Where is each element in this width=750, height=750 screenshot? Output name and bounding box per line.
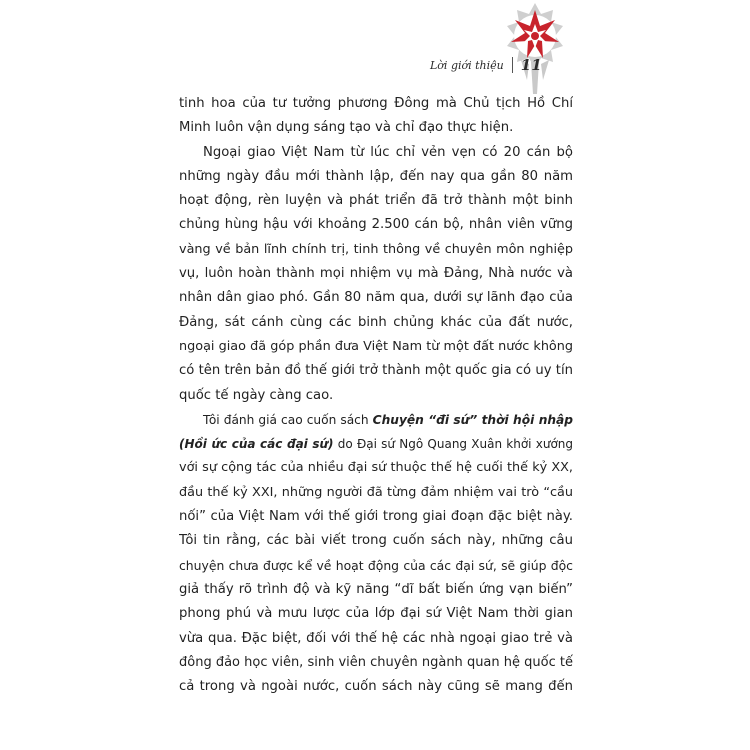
- text-line: phong phú và mưu lược của lớp đại sứ Việt Nam thời gian: [179, 606, 573, 622]
- text-line: vụ, luôn hoàn thành mọi nhiệm vụ mà Đảng, Nhà nước và: [179, 266, 573, 282]
- text-line: Ngoại giao Việt Nam từ lúc chỉ vẻn vẹn có 20 cán bộ: [203, 144, 573, 160]
- text-line: quốc tế ngày càng cao.: [179, 387, 334, 403]
- red-star-ornament-icon: [495, 0, 575, 95]
- text-line: giả thấy rõ trình độ và kỹ năng “dĩ bất biến ứng vạn biến”: [179, 581, 573, 597]
- text-line: đông đảo học viên, sinh viên chuyên ngành quan hệ quốc tế: [179, 654, 573, 670]
- text-line: có tên trên bản đồ thế giới trở thành một quốc gia có uy tín: [179, 363, 573, 379]
- text-line: cả trong và ngoài nước, cuốn sách này cũng sẽ mang đến: [179, 679, 573, 695]
- running-header: [430, 53, 542, 77]
- text-line: nối” của Việt Nam với thế giới trong giai đoạn đặc biệt này.: [179, 509, 573, 525]
- text-line: (Hồi ức của các đại sứ) do Đại sứ Ngô Quang Xuân khởi xướng: [179, 437, 573, 452]
- page-number: 11: [512, 57, 542, 73]
- text-line: ngoại giao đã góp phần đưa Việt Nam từ một đất nước không: [179, 338, 573, 354]
- text-line: chủng hùng hậu với khoảng 2.500 cán bộ, nhân viên vững: [179, 217, 573, 233]
- body-text: [179, 92, 573, 699]
- text-line: với sự cộng tác của nhiều đại sứ thuộc thế hệ cuối thế kỷ XX,: [179, 460, 573, 476]
- book-title-emphasis: Chuyện “đi sứ” thời hội nhập: [372, 412, 573, 427]
- text-line: hoạt động, rèn luyện và phát triển đã trở thành một binh: [179, 193, 573, 209]
- text-line: tinh hoa của tư tưởng phương Đông mà Chủ tịch Hồ Chí: [179, 96, 573, 111]
- section-title: Lời giới thiệu: [430, 58, 504, 72]
- text-line: vừa qua. Đặc biệt, đối với thế hệ các nhà ngoại giao trẻ và: [179, 630, 573, 646]
- text-line: vàng về bản lĩnh chính trị, tinh thông về chuyên môn nghiệp: [179, 241, 573, 257]
- text-line: những ngày đầu mới thành lập, đến nay qua gần 80 năm: [179, 168, 573, 184]
- text-line: nhân dân giao phó. Gần 80 năm qua, dưới sự lãnh đạo của: [179, 290, 573, 306]
- text-line: chuyện chưa được kể về hoạt động của các đại sứ, sẽ giúp độc: [179, 557, 573, 573]
- text-line: Tôi đánh giá cao cuốn sách Chuyện “đi sứ” thời hội nhập: [203, 412, 573, 427]
- text-line: Minh luôn vận dụng sáng tạo và chỉ đạo thực hiện.: [179, 120, 514, 136]
- text-line: Tôi tin rằng, các bài viết trong cuốn sách này, những câu: [179, 533, 573, 549]
- text-line: Đảng, sát cánh cùng các binh chủng khác của đất nước,: [179, 314, 573, 330]
- text-line: đầu thế kỷ XXI, những người đã từng đảm nhiệm vai trò “cầu: [179, 484, 573, 500]
- book-subtitle-emphasis: (Hồi ức của các đại sứ): [179, 437, 334, 452]
